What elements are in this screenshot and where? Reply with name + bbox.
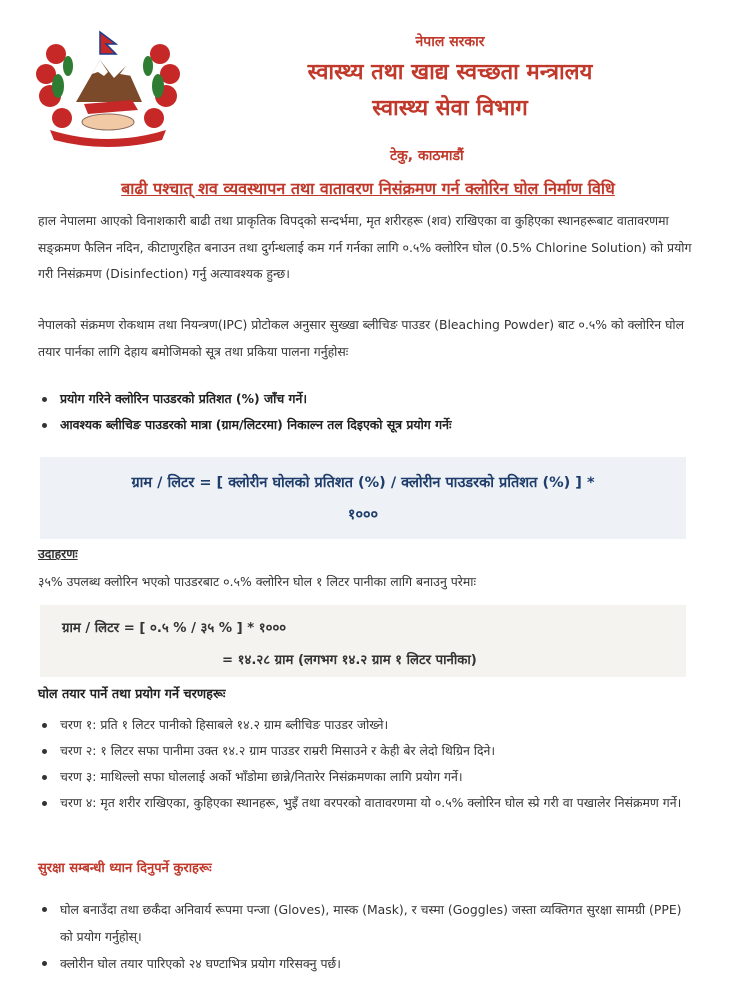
steps-list [38, 712, 698, 816]
government-label: नेपाल सरकार [415, 34, 485, 50]
intro-paragraph: हाल नेपालमा आएको विनाशकारी बाढी तथा प्राकृतिक विपद्को सन्दर्भमा, मृत शरीरहरू (शव) राखिएका वा कुहिएका स्थानहरूबाट वातावरणमा सङ्क्रमण फैलिन नदिन, कीटाणुरहित बनाउन तथा दुर्गन्धलाई कम गर्न गर्नका लागि ०.५% क्लोरिन घोल (0.5% Chlorine Solution) को प्रयोग गरी निसंक्रमण (Disinfection) गर्नु अत्यावश्यक हुन्छ। [38, 213, 692, 281]
list-item: घोल बनाउँदा तथा छर्कँदा अनिवार्य रूपमा पन्जा (Gloves), मास्क (Mask), र चस्मा (Goggles) जस्ता व्यक्तिगत सुरक्षा सामग्री (PPE) को प्रयोग गर्नुहोस्। [38, 896, 698, 950]
protocol-paragraph: नेपालको संक्रमण रोकथाम तथा नियन्त्रण(IPC) प्रोटोकल अनुसार सुख्खा ब्लीचिङ पाउडर (Bleaching Powder) बाट ०.५% को क्लोरिन घोल तयार पार्नका लागि देहाय बमोजिमको सूत्र तथा प्रकिया पालना गर्नुहोसः [38, 317, 685, 359]
key-points-list [38, 386, 698, 438]
department-name: स्वास्थ्य सेवा विभाग [372, 96, 528, 121]
example-text: ३५% उपलब्ध क्लोरिन भएको पाउडरबाट ०.५% क्लोरिन घोल १ लिटर पानीका लागि बनाउनु परेमाः [38, 574, 476, 589]
list-item: प्रयोग गरिने क्लोरिन पाउडरको प्रतिशत (%) जाँच गर्ने। [38, 386, 698, 412]
calculation-result: = १४.२८ ग्राम (लगभग १४.२ ग्राम १ लिटर पानीका) [222, 653, 477, 668]
document-title: बाढी पश्चात् शव व्यवस्थापन तथा वातावरण निसंक्रमण गर्न क्लोरिन घोल निर्माण विधि [121, 179, 615, 198]
list-item: चरण १: प्रति १ लिटर पानीको हिसाबले १४.२ ग्राम ब्लीचिङ पाउडर जोख्ने। [38, 712, 698, 738]
example-label: उदाहरणः [38, 546, 78, 561]
list-item: चरण २: १ लिटर सफा पानीमा उक्त १४.२ ग्राम पाउडर राम्ररी मिसाउने र केही बेर लेदो थिग्रिन दिने। [38, 738, 698, 764]
location-label: टेकु, काठमाडौं [390, 148, 464, 164]
nepal-emblem-icon [28, 26, 188, 148]
formula-line: ग्राम / लिटर = [ क्लोरीन घोलको प्रतिशत (%) / क्लोरीन पाउडरको प्रतिशत (%) ] * [131, 475, 595, 491]
calculation-line: ग्राम / लिटर = [ ०.५ % / ३५ % ] * १००० [62, 621, 287, 636]
safety-list [38, 896, 698, 977]
list-item: चरण ४: मृत शरीर राखिएका, कुहिएका स्थानहरू, भुइँ तथा वरपरको वातावरणमा यो ०.५% क्लोरिन घोल स्प्रे गरी वा पखालेर निसंक्रमण गर्ने। [38, 790, 698, 816]
ministry-name: स्वास्थ्य तथा खाद्य स्वच्छता मन्त्रालय [307, 60, 593, 85]
calculation-box [40, 605, 686, 677]
safety-heading: सुरक्षा सम्बन्धी ध्यान दिनुपर्ने कुराहरूः [38, 861, 212, 876]
list-item: चरण ३: माथिल्लो सफा घोललाई अर्को भाँडोमा छान्ने/नितारेर निसंक्रमणका लागि प्रयोग गर्ने। [38, 764, 698, 790]
list-item: क्लोरीन घोल तयार पारिएको २४ घण्टाभित्र प्रयोग गरिसक्नु पर्छ। [38, 950, 698, 977]
list-item: आवश्यक ब्लीचिङ पाउडरको मात्रा (ग्राम/लिटरमा) निकाल्न तल दिइएको सूत्र प्रयोग गर्नेः [38, 412, 698, 438]
formula-box [40, 457, 686, 539]
formula-multiplier: १००० [347, 507, 379, 523]
steps-heading: घोल तयार पार्ने तथा प्रयोग गर्ने चरणहरूः [38, 687, 226, 702]
